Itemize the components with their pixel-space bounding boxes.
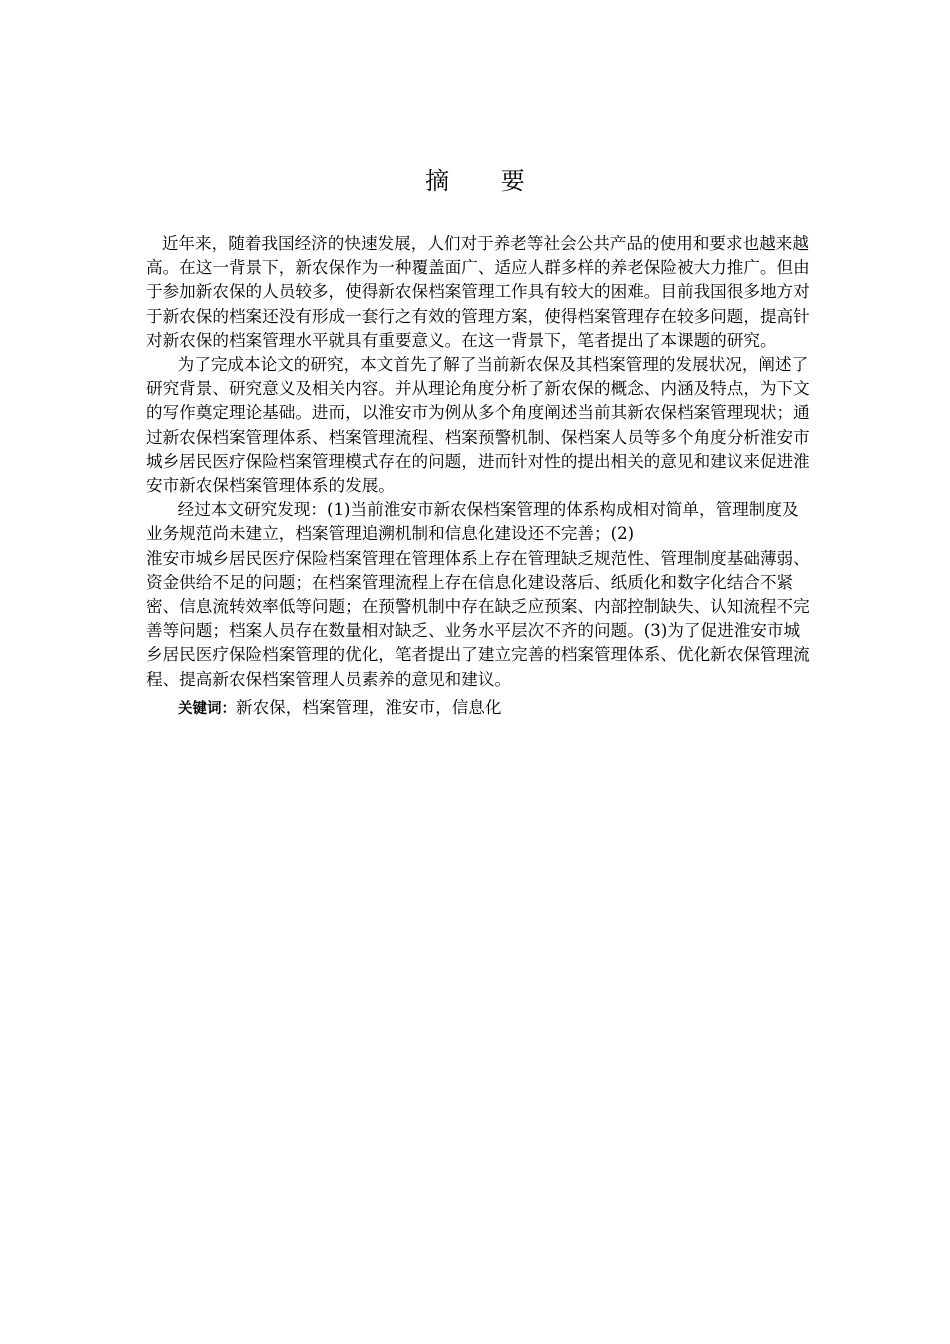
abstract-paragraph-2: 为了完成本论文的研究，本文首先了解了当前新农保及其档案管理的发展状况，阐述了研究背景、研究意义及相关内容。并从理论角度分析了新农保的概念、内涵及特点，为下文的写作奠定理论基础。进而，以淮安市为例从多个角度阐述当前其新农保档案管理现状；通过新农保档案管理体系、档案管理流程、档案预警机制、保档案人员等多个角度分析淮安市城乡居民医疗保险档案管理模式存在的问题，进而针对性的提出相关的意见和建议来促进淮安市新农保档案管理体系的发展。: [146, 355, 810, 496]
abstract-title: 摘 要: [425, 167, 547, 195]
keywords-line: [146, 696, 810, 721]
abstract-paragraph-1: 近年来，随着我国经济的快速发展，人们对于养老等社会公共产品的使用和要求也越来越高。在这一背景下，新农保作为一种覆盖面广、适应人群多样的养老保险被大力推广。但由于参加新农保的人员较多，使得新农保档案管理工作具有较大的困难。目前我国很多地方对于新农保的档案还没有形成一套行之有效的管理方案，使得档案管理存在较多问题，提高针对新农保的档案管理水平就具有重要意义。在这一背景下，笔者提出了本课题的研究。: [146, 234, 810, 350]
keywords-text: 新农保，档案管理，淮安市，信息化: [236, 697, 502, 717]
abstract-paragraph-3: 经过本文研究发现：(1)当前淮安市新农保档案管理的体系构成相对简单，管理制度及业务规范尚未建立，档案管理追溯机制和信息化建设还不完善；(2) 淮安市城乡居民医疗保险档案管理在管理体系上存在管理缺乏规范性、管理制度基础薄弱、资金供给不足的问题；在档案管理流程上存在信息化建设落后、纸质化和数字化结合不紧密、信息流转效率低等问题；在预警机制中存在缺乏应预案、内部控制缺失、认知流程不完善等问题；档案人员存在数量相对缺乏、业务水平层次不齐的问题。(3)为了促进淮安市城乡居民医疗保险档案管理的优化，笔者提出了建立完善的档案管理体系、优化新农保管理流程、提高新农保档案管理人员素养的意见和建议。: [146, 500, 810, 689]
keywords-label: 关键词：: [178, 700, 236, 717]
abstract-body: [146, 232, 810, 721]
